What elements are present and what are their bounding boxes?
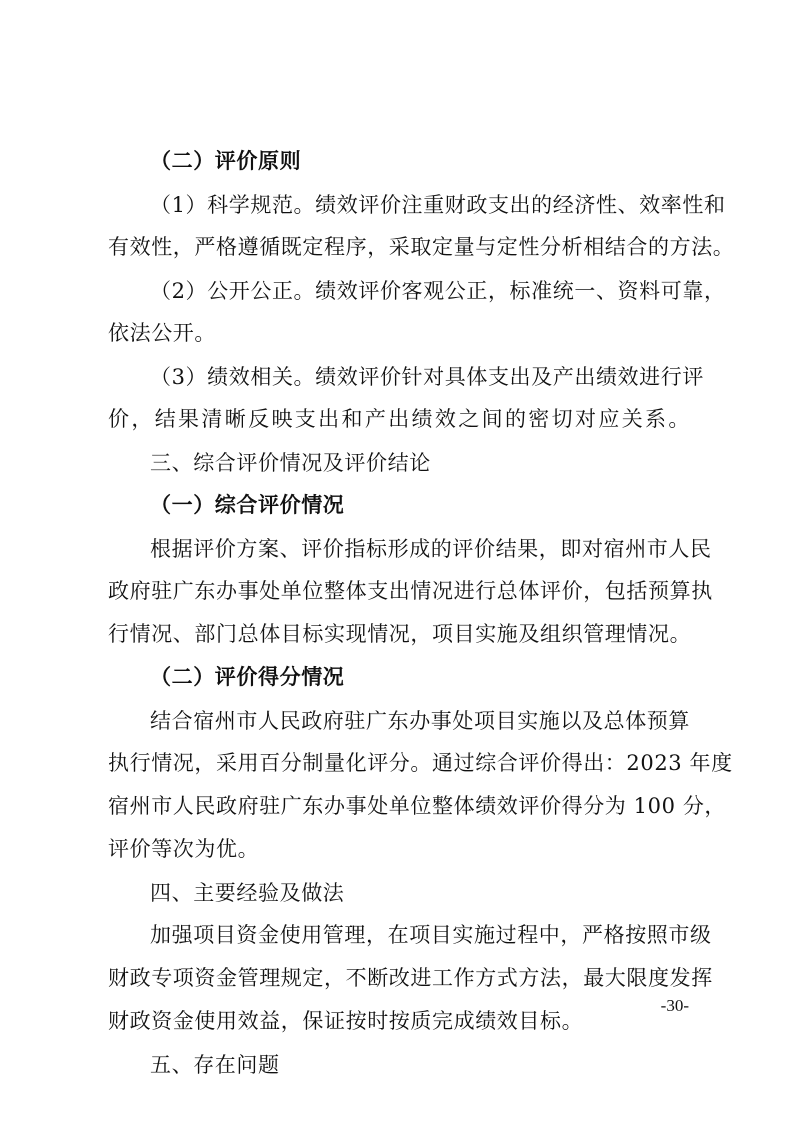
heading-evaluation-principles: （二）评价原则 (150, 149, 302, 173)
heading-score: （二）评价得分情况 (150, 665, 345, 689)
heading-overall-evaluation: （一）综合评价情况 (150, 493, 345, 517)
experience-text-line-2: 财政专项资金管理规定，不断改进工作方式方法，最大限度发挥 (108, 966, 713, 990)
section-five-heading: 五、存在问题 (150, 1053, 280, 1077)
experience-text-line-3: 财政资金使用效益，保证按时按质完成绩效目标。 (108, 1009, 584, 1033)
principle-1-line-1: （1）科学规范。绩效评价注重财政支出的经济性、效率性和 (150, 193, 726, 217)
overall-text-line-1: 根据评价方案、评价指标形成的评价结果，即对宿州市人民 (150, 537, 712, 561)
principle-1-line-2: 有效性，严格遵循既定程序，采取定量与定性分析相结合的方法。 (108, 235, 735, 259)
overall-text-line-3: 行情况、部门总体目标实现情况，项目实施及组织管理情况。 (108, 622, 692, 646)
section-three-heading: 三、综合评价情况及评价结论 (150, 451, 431, 475)
principle-3-line-1: （3）绩效相关。绩效评价针对具体支出及产出绩效进行评 (150, 365, 704, 389)
principle-3-line-2: 价，结果清晰反映支出和产出绩效之间的密切对应关系。 (108, 407, 690, 431)
section-four-heading: 四、主要经验及做法 (150, 881, 345, 905)
score-text-line-2: 执行情况，采用百分制量化评分。通过综合评价得出：2023 年度 (108, 751, 733, 775)
score-text-line-4: 评价等次为优。 (108, 837, 260, 861)
principle-2-line-1: （2）公开公正。绩效评价客观公正，标准统一、资料可靠， (150, 279, 726, 303)
overall-text-line-2: 政府驻广东办事处单位整体支出情况进行总体评价，包括预算执 (108, 579, 713, 603)
page-number: -30- (660, 996, 689, 1015)
experience-text-line-1: 加强项目资金使用管理，在项目实施过程中，严格按照市级 (150, 923, 712, 947)
principle-2-line-2: 依法公开。 (108, 321, 216, 345)
score-text-line-1: 结合宿州市人民政府驻广东办事处项目实施以及总体预算 (150, 709, 690, 733)
score-text-line-3: 宿州市人民政府驻广东办事处单位整体绩效评价得分为 100 分， (108, 794, 727, 818)
